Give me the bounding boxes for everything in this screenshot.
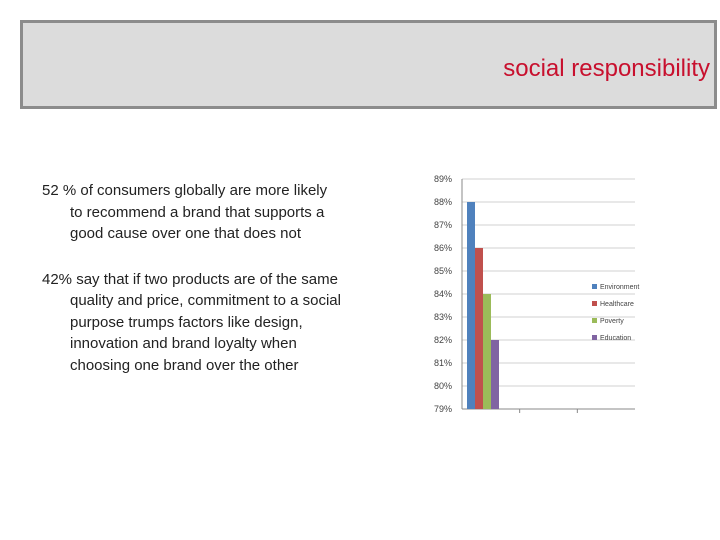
- title-bar: [20, 20, 717, 109]
- y-tick-label: 81%: [433, 358, 452, 368]
- bar-environment: [467, 202, 475, 409]
- bullet-list: [42, 180, 342, 400]
- y-tick-label: 88%: [433, 197, 452, 207]
- y-tick-label: 85%: [433, 266, 452, 276]
- y-tick-label: 82%: [433, 335, 452, 345]
- legend-label: Environment: [600, 284, 640, 291]
- bar-education: [491, 340, 499, 409]
- bullet-consumers-recommend: 52 % of consumers globally are more likely to recommend a brand that supports a good cause over one that does not: [42, 182, 328, 242]
- bar-healthcare: [475, 248, 483, 409]
- bullet-social-purpose: 42% say that if two products are of the same quality and price, commitment to a social purpose trumps factors like design, innovation and brand loyalty when choosing one brand over the other: [42, 270, 341, 374]
- slide-title: social responsibility: [503, 55, 710, 82]
- legend-label: Poverty: [600, 318, 624, 325]
- bar-poverty: [483, 294, 491, 409]
- y-tick-label: 87%: [433, 220, 452, 230]
- y-tick-label: 79%: [433, 404, 452, 414]
- y-tick-label: 80%: [433, 381, 452, 391]
- legend-swatch: [592, 301, 597, 306]
- y-tick-label: 84%: [433, 289, 452, 299]
- legend-swatch: [592, 335, 597, 340]
- legend-swatch: [592, 318, 597, 323]
- y-tick-label: 86%: [433, 243, 452, 253]
- legend-label: Education: [600, 335, 632, 342]
- bar-chart: [405, 165, 675, 425]
- legend-swatch: [592, 284, 597, 289]
- y-tick-label: 83%: [433, 312, 452, 322]
- y-tick-label: 89%: [433, 174, 452, 184]
- legend-label: Healthcare: [600, 301, 634, 308]
